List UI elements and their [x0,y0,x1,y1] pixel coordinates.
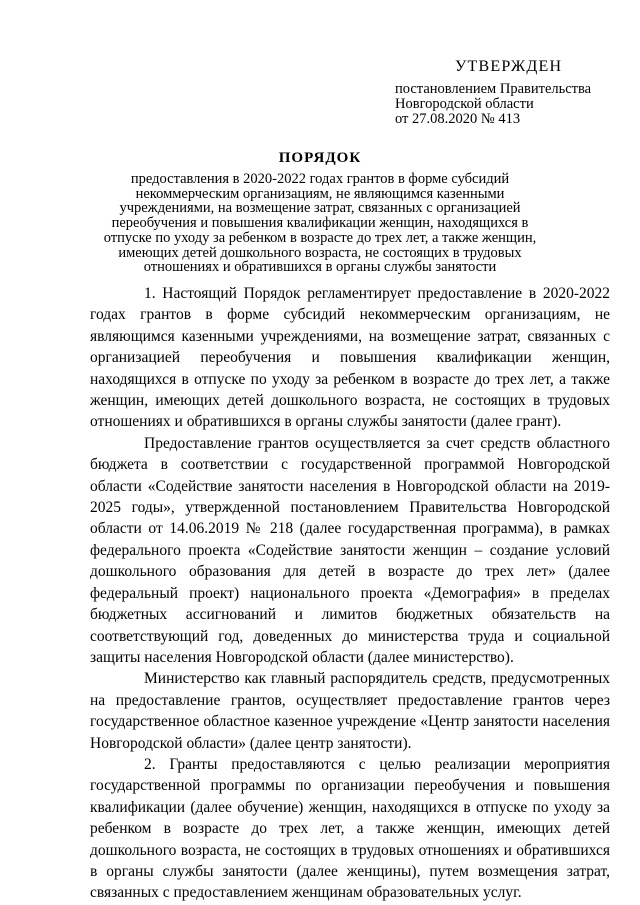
approval-title: УТВЕРЖДЕН [455,58,563,75]
approval-block [395,58,635,127]
paragraph-2: Предоставление грантов осуществляется за счет средств областного бюджета в соответствии с государственной программой Новгородской области «Содействие занятости населения в Новгородской области на 2019-2025 годы», утвержденной постановлением Правительства Новгородской области от 14.06.2019 № 218 (далее государственная программа), в рамках федерального проекта «Содействие занятости женщин – создание условий дошкольного образования для детей в возрасте до трех лет» (далее федеральный проект) национального проекта «Демография» в пределах бюджетных ассигнований и лимитов бюджетных обязательств на соответствующий год, доведенных до министерства труда и социальной защиты населения Новгородской области (далее министерство). [90,434,610,666]
approval-line-2: Новгородской области [395,96,534,112]
paragraph-3: Министерство как главный распорядитель средств, предусмотренных на предоставление грантов, осуществляет предоставление грантов через государственное областное казенное учреждение «Центр занятости населения Новгородской области» (далее центр занятости). [90,670,610,752]
document-subtitle: предоставления в 2020-2022 годах грантов в форме субсидий некоммерческим организациям, не являющимся казенными учреждениями, на возмещение затрат, связанных с организацией переобучения и повышения квалификации женщин, находящихся в отпуске по уходу за ребенком в возрасте до трех лет, а также женщин, имеющих детей дошкольного возраста, не состоящих в трудовых отношениях и обратившихся в органы службы занятости [103,171,537,276]
approval-line-1: постановлением Правительства [395,81,592,97]
paragraph-4: 2. Гранты предоставляются с целью реализации мероприятия государственной программы по организации переобучения и повышения квалификации (далее обучение) женщин, находящихся в отпуске по уходу за ребенком в возрасте до трех лет, а также женщин, имеющих детей дошкольного возраста, не состоящих в трудовых отношениях и обратившихся в органы службы занятости (далее женщины), путем возмещения затрат, связанных с предоставлением женщинам образовательных услуг. [90,755,610,902]
paragraph-1: 1. Настоящий Порядок регламентирует предоставление в 2020-2022 годах грантов в форме субсидий некоммерческим организациям, не являющимся казенными учреждениями, на возмещение затрат, связанных с организацией переобучения и повышения квалификации женщин, находящихся в отпуске по уходу за ребенком в возрасте до трех лет, а также женщин, имеющих детей дошкольного возраста, не состоящих в трудовых отношениях и обратившихся в органы службы занятости (далее грант). [90,285,610,431]
document-title: ПОРЯДОК [278,150,362,166]
approval-line-3: от 27.08.2020 № 413 [395,111,521,127]
document-body [90,283,610,904]
